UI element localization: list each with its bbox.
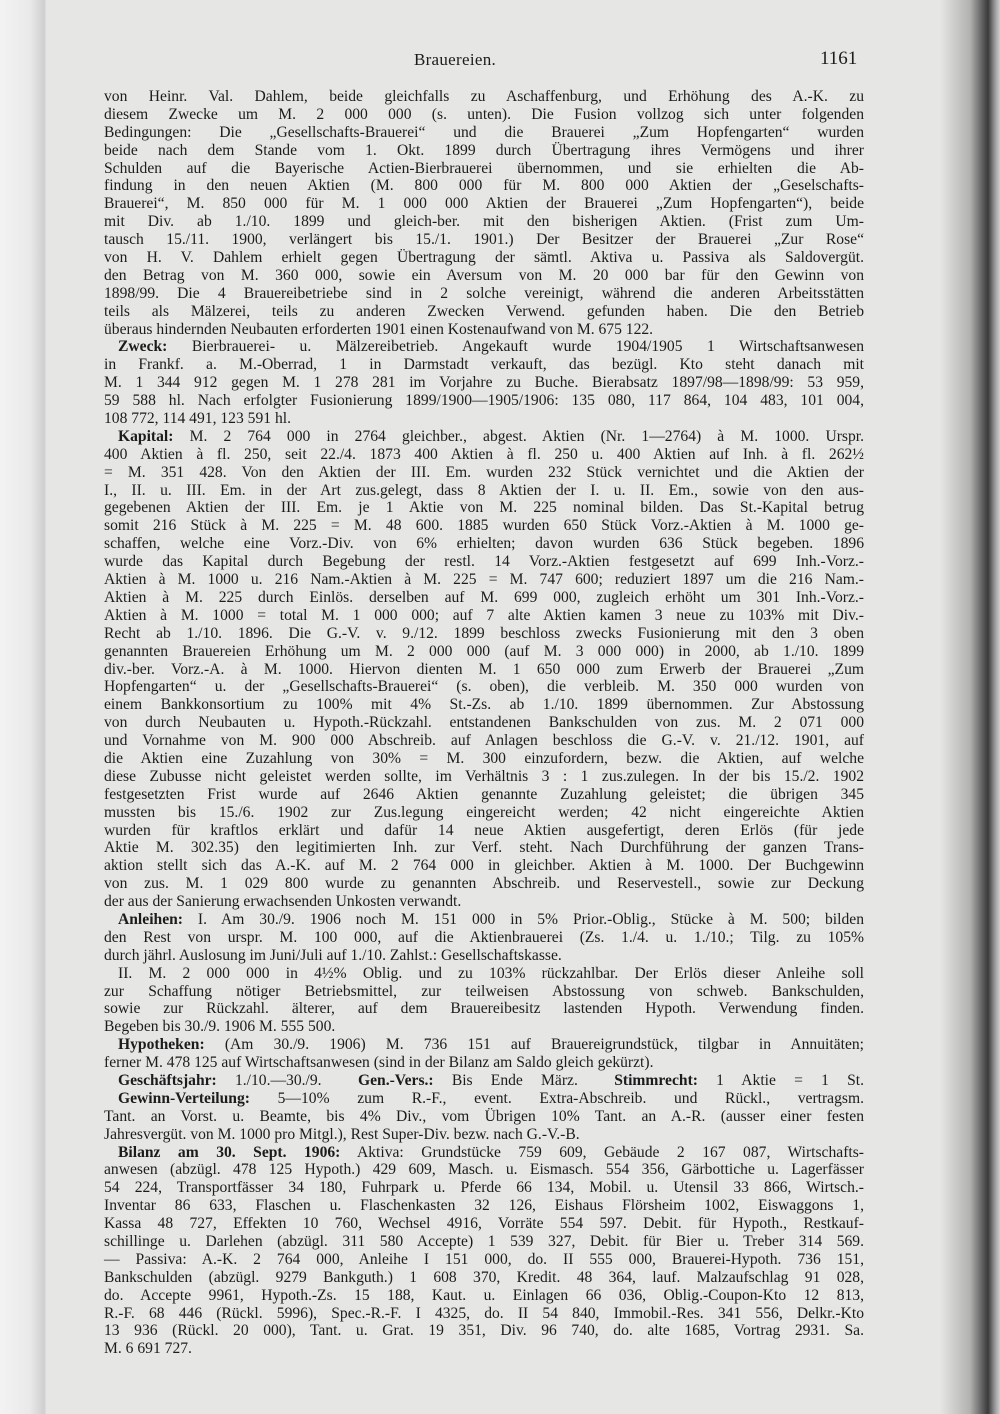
text-line: [104, 732, 864, 750]
line-text: den Betrag von M. 360 000, sowie ein Aversum von M. 20 000 bar für den Gewinn von: [104, 266, 864, 284]
line-text: überaus hindernden Neubauten erforderten 1901 einen Kostenaufwand von M. 675 122.: [104, 320, 654, 338]
line-text: 1 Aktie = 1 St.: [697, 1071, 864, 1089]
section-label: Kapital:: [118, 427, 174, 445]
text-line: [104, 231, 864, 249]
line-text: II. M. 2 000 000 in 4½% Oblig. und zu 103% rückzahlbar. Der Erlös dieser Anleihe soll: [118, 964, 864, 982]
line-text: do. Accepte 9961, Hypoth.-Zs. 15 188, Kaut. u. Einlagen 66 036, Oblig.-Coupon-Kto 12 813,: [104, 1286, 864, 1304]
text-line: [104, 929, 864, 947]
line-text: I. Am 30./9. 1906 noch M. 151 000 in 5% Prior.-Oblig., Stücke à M. 500; bilden: [182, 910, 864, 928]
line-text: diesem Zwecke um M. 2 000 000 (s. unten). Die Fusion vollzog sich unter folgenden: [104, 105, 864, 123]
line-text: mussten bis 15./6. 1902 zur Zus.legung eingereicht werden; 42 nicht eingereichte Aktien: [104, 803, 864, 821]
line-text: einem Bankkonsortium zu 100% mit 4% St.-Zs. ab 1./10. 1899 übernommen. Zur Abstossung: [104, 696, 864, 714]
section-line: [104, 1036, 864, 1054]
text-line: [104, 589, 864, 607]
scan-left-margin: [0, 0, 46, 1414]
text-line: [104, 285, 864, 303]
section-label: Geschäftsjahr:: [118, 1071, 217, 1089]
line-text: Recht ab 1./10. 1896. Die G.-V. v. 9./12. 1899 beschloss zwecks Fusionierung mit den 3 oben: [104, 624, 864, 642]
line-text: 108 772, 114 491, 123 591 hl.: [104, 410, 291, 428]
line-text: von zus. M. 1 029 800 wurde zu genannten Abschreib. und Reservestell., sowie zur Deckung: [104, 875, 864, 893]
section-label: Hypotheken:: [118, 1036, 205, 1054]
running-header: Brauereien.: [413, 50, 497, 69]
text-line: [104, 553, 864, 571]
line-text: der aus der Sanierung erwachsenden Unkosten verwandt.: [104, 893, 462, 911]
text-line: [104, 374, 864, 392]
text-line: [104, 1340, 864, 1358]
line-text: beide nach dem Stande vom 1. Okt. 1899 durch Übertragung ihres Vermögens und ihrer: [104, 141, 864, 159]
line-text: R.-F. 68 446 (Rückl. 5996), Spec.-R.-F. I 4325, do. II 54 840, Immobil.-Res. 341 556, Delkr.-Kto: [104, 1304, 864, 1322]
text-line: [104, 464, 864, 482]
line-text: Begeben bis 30./9. 1906 M. 555 500.: [104, 1018, 336, 1036]
text-line: [104, 303, 864, 321]
line-text: (Am 30./9. 1906) M. 736 151 auf Brauereigrundstück, tilgbar in Annuitäten;: [204, 1036, 864, 1054]
line-text: Aktien à M. 1000 u. 216 Nam.-Aktien à M. 225 = M. 747 600; reduziert 1897 um die 216 Nam.-: [104, 571, 864, 589]
text-line: [104, 607, 864, 625]
text-line: [104, 410, 864, 428]
line-text: genannten Brauereien Erhöhung um M. 2 000 000 (auf M. 3 000 000) in 2000, ab 1./10. 1899: [104, 642, 864, 660]
line-text: Schulden auf die Bayerische Actien-Bierbrauerei übernommen, und sie erhielten die Ab-: [104, 159, 864, 177]
section-label: Gewinn-Verteilung:: [118, 1089, 250, 1107]
text-line: [104, 499, 864, 517]
text-line: [104, 1322, 864, 1340]
line-text: Inventar 86 633, Flaschen u. Flaschenkasten 32 126, Eishaus Flörsheim 1002, Eiswaggons 1,: [104, 1197, 864, 1215]
section-line: [104, 338, 864, 356]
page-number: 1161: [820, 48, 858, 69]
text-line: [104, 142, 864, 160]
line-text: Aktien à M. 1000 = total M. 1 000 000; auf 7 alte Aktien kamen 3 neue zu 103% mit Div.-: [104, 606, 864, 624]
text-line: [104, 1233, 864, 1251]
text-line: [104, 625, 864, 643]
line-text: Aktie M. 302.35) den legitimierten Inh. zur Verf. steht. Nach Durchführung der ganzen Trans-: [104, 839, 864, 857]
line-text: 13 936 (Rückl. 20 000), Tant. u. Grat. 19 351, Div. 96 740, do. alte 1685, Vortrag 2931. Sa.: [104, 1322, 864, 1340]
line-text: wurde das Kapital durch Begebung der restl. 14 Vorz.-Aktien festgesetzt auf 699 Inh.-Vorz.-: [104, 553, 864, 571]
page-body-text: [104, 88, 864, 1358]
line-text: Bierbrauerei- u. Mälzereibetrieb. Angekauft wurde 1904/1905 1 Wirtschaftsanwesen: [167, 338, 864, 356]
line-text: schaffen, welche eine Vorz.-Div. von 6% erhielten; davon wurden 636 Stück begeben. 1896: [104, 535, 864, 553]
text-line: [104, 321, 864, 339]
line-text: M. 2 764 000 in 2764 gleichber., abgest. Aktien (Nr. 1—2764) à M. 1000. Urspr.: [173, 427, 864, 445]
line-text: Brauerei“, M. 850 000 für M. 1 000 000 Aktien der Brauerei „Zum Hopfengarten“), beide: [104, 195, 864, 213]
text-line: [104, 1251, 864, 1269]
text-line: [104, 768, 864, 786]
text-line: [104, 947, 864, 965]
line-text: gegebenen Aktien der III. Em. je 1 Aktie von M. 225 nominal bilden. Das St.-Kapital betrug: [104, 499, 864, 517]
line-text: — Passiva: A.-K. 2 764 000, Anleihe I 151 000, do. II 555 000, Brauerei-Hypoth. 736 151,: [104, 1250, 864, 1268]
line-text: I., II. u. III. Em. in der Art zus.gelegt, dass 8 Aktien der I. u. II. Em., sowie von den aus-: [104, 481, 864, 499]
text-line: [104, 249, 864, 267]
text-line: [104, 213, 864, 231]
line-text: Aktien à M. 225 durch Einlös. derselben auf M. 699 000, zugleich erhöht um 301 Inh.-Vorz.-: [104, 588, 864, 606]
text-line: [104, 696, 864, 714]
line-text: schillinge u. Darlehen (abzügl. 311 580 Accepte) 1 539 327, Debit. für Bier u. Treber 314 569.: [104, 1233, 864, 1250]
text-line: [104, 446, 864, 464]
text-line: [104, 535, 864, 553]
section-label: Gen.-Vers.:: [357, 1071, 434, 1089]
text-line: [104, 750, 864, 768]
text-line: [104, 1000, 864, 1018]
text-line: [104, 1269, 864, 1287]
line-text: sowie zur Rückzahl. älterer, auf dem Brauereibesitz lastenden Hypoth. Verwendung finden.: [104, 1000, 864, 1018]
line-text: aktion stellt sich das A.-K. auf M. 2 764 000 in gleichber. Aktien à M. 1000. Der Buchgewinn: [104, 857, 864, 875]
line-text: 1./10.—30./9.: [216, 1071, 358, 1089]
section-label: Zweck:: [118, 338, 168, 356]
line-text: tausch 15./11. 1900, verlängert bis 15./1. 1901.) Der Besitzer der Brauerei „Zur Rose“: [104, 231, 864, 249]
text-line: [104, 857, 864, 875]
text-line: [104, 822, 864, 840]
line-text: Aktiva: Grundstücke 759 609, Gebäude 2 167 087, Wirtschafts-: [340, 1143, 864, 1161]
line-text: diese Zubusse nicht geleistet werden sollte, im Verhältnis 3 : 1 zus.zulegen. In der bis 15./2. 1902: [104, 767, 864, 785]
line-text: Bankschulden (abzügl. 9279 Bankguth.) 1 608 370, Kredit. 48 364, lauf. Malzaufschlag 91 028,: [104, 1268, 864, 1286]
section-label: Stimmrecht:: [614, 1071, 698, 1089]
line-text: 54 224, Transportfässer 34 180, Fuhrpark u. Pferde 66 134, Mobil. u. Utensil 33 866, Wirtsch.-: [104, 1179, 864, 1197]
section-line: [104, 1090, 864, 1108]
text-line: [104, 1215, 864, 1233]
line-text: somit 216 Stück à M. 225 = M. 48 600. 1885 wurden 650 Stück Vorz.-Aktien à M. 1000 ge-: [104, 517, 864, 535]
text-line: [104, 1161, 864, 1179]
text-line: [104, 875, 864, 893]
text-line: [104, 839, 864, 857]
text-line: [104, 1108, 864, 1126]
line-text: zur Schaffung nötiger Betriebsmittel, zur teilweisen Abstossung von schweb. Bankschulden,: [104, 982, 864, 1000]
text-line: [104, 661, 864, 679]
line-text: 1898/99. Die 4 Brauereibetriebe sind in 2 solche vereinigt, während die anderen Arbeitsstätten: [104, 284, 864, 302]
text-line: [104, 786, 864, 804]
text-line: [104, 1179, 864, 1197]
section-line: [104, 428, 864, 446]
text-line: [104, 392, 864, 410]
line-text: findung in den neuen Aktien (M. 800 000 für M. 800 000 Aktien der „Geselschafts-: [104, 177, 864, 195]
line-text: 5—10% zum R.-F., event. Extra-Abschreib. und Rückl., vertragsm.: [249, 1089, 864, 1107]
line-text: = M. 351 428. Von den Aktien der III. Em. wurden 232 Stück vernichtet und die Aktien der: [104, 463, 864, 481]
line-text: von H. V. Dahlem erhielt gegen Übertragung der sämtl. Aktiva u. Passiva als Saldovergüt.: [104, 249, 864, 267]
text-line: [104, 1197, 864, 1215]
line-text: von Heinr. Val. Dahlem, beide gleichfalls zu Aschaffenburg, und Erhöhung des A.-K. zu: [104, 88, 864, 105]
book-binding-shadow: [940, 0, 1000, 1414]
text-line: [104, 643, 864, 661]
text-line: [104, 106, 864, 124]
text-line: [104, 517, 864, 535]
text-line: [104, 571, 864, 589]
line-text: Jahresvergüt. von M. 1000 pro Mitgl.), Rest Super-Div. bezw. nach G.-V.-B.: [104, 1125, 580, 1143]
line-text: 59 588 hl. Nach erfolgter Fusionierung 1899/1900—1905/1906: 135 080, 117 864, 104 483, 101 004,: [104, 392, 864, 410]
section-line: [104, 1144, 864, 1162]
line-text: festgesetzten Frist wurde auf 2646 Aktien genannte Zuzahlung geleistet; die übrigen 345: [104, 785, 864, 803]
line-text: 400 Aktien à fl. 250, seit 22./4. 1873 400 Aktien à fl. 250 u. 400 Aktien auf Inh. à fl. 262½: [104, 445, 864, 463]
line-text: in Frankf. a. M.-Oberrad, 1 in Darmstadt verkauft, das bezügl. Kto steht danach mit: [104, 356, 864, 374]
text-line: [104, 1287, 864, 1305]
text-line: [104, 356, 864, 374]
text-line: [104, 1018, 864, 1036]
text-line: [104, 177, 864, 195]
line-text: Tant. an Vorst. u. Beamte, bis 4% Div., vom Übrigen 10% Tant. an A.-R. (ausser einer festen: [104, 1107, 864, 1125]
text-line: [104, 195, 864, 213]
line-text: wurden für kraftlos erklärt und dafür 14 neue Aktien ausgefertigt, deren Erlös (für jede: [104, 821, 864, 839]
text-line: [104, 1126, 864, 1144]
line-text: und Vornahme von M. 900 000 Abschreib. auf Anlagen beschloss die G.-V. v. 21./12. 1901, auf: [104, 732, 864, 750]
line-text: anwesen (abzügl. 478 125 Hypoth.) 429 609, Masch. u. Eismasch. 554 356, Gärbottiche u. Lagerfässer: [104, 1161, 864, 1179]
text-line: [104, 804, 864, 822]
text-line: [104, 160, 864, 178]
line-text: den Rest von urspr. M. 100 000, auf die Aktienbrauerei (Zs. 1./4. u. 1./10.; Tilg. zu 105%: [104, 928, 864, 946]
line-text: Bis Ende März.: [433, 1071, 615, 1089]
line-text: div.-ber. Vorz.-A. à M. 1000. Hiervon dienten M. 1 650 000 zum Erwerb der Brauerei „Zum: [104, 660, 864, 678]
line-text: die Aktien eine Zuzahlung von 30% = M. 300 einzufordern, bezw. die Aktien, auf welche: [104, 749, 864, 767]
line-text: mit Div. ab 1./10. 1899 und gleich-ber. mit den bisherigen Aktien. (Frist zum Um-: [104, 213, 864, 231]
text-line: [104, 267, 864, 285]
section-line: [104, 911, 864, 929]
text-line: [104, 1305, 864, 1323]
section-label: Bilanz am 30. Sept. 1906:: [118, 1143, 341, 1161]
text-line: [104, 124, 864, 142]
line-text: durch jährl. Auslosung im Juni/Juli auf 1./10. Zahlst.: Gesellschaftskasse.: [104, 946, 562, 964]
text-line: [104, 1054, 864, 1072]
line-text: M. 1 344 912 gegen M. 1 278 281 im Vorjahre zu Buche. Bierabsatz 1897/98—1898/99: 53 959,: [104, 374, 864, 392]
section-line: [104, 1072, 864, 1090]
line-text: Hopfengarten“ u. der „Gesellschafts-Brauerei“ (s. oben), die verbleib. M. 350 000 wurden von: [104, 678, 864, 696]
line-text: teils als Mälzerei, teils zu anderen Zwecken Verwend. gefunden haben. Die den Betrieb: [104, 302, 864, 320]
text-line: [104, 714, 864, 732]
text-line: [104, 678, 864, 696]
text-line: [104, 983, 864, 1001]
text-line: [104, 965, 864, 983]
line-text: ferner M. 478 125 auf Wirtschaftsanwesen (sind in der Bilanz am Saldo gleich gekürzt).: [104, 1054, 654, 1072]
line-text: M. 6 691 727.: [104, 1340, 192, 1358]
text-line: [104, 893, 864, 911]
section-label: Anleihen:: [118, 910, 183, 928]
text-line: [104, 482, 864, 500]
line-text: Bedingungen: Die „Gesellschafts-Brauerei“ und die Brauerei „Zum Hopfengarten“ wurden: [104, 123, 864, 141]
line-text: von durch Neubauten u. Hypoth.-Rückzahl. entstandenen Bankschulden von zus. M. 2 071 000: [104, 714, 864, 732]
text-line: [104, 88, 864, 106]
line-text: Kassa 48 727, Effekten 10 760, Wechsel 4916, Vorräte 554 597. Debit. für Hypoth., Restkauf-: [104, 1215, 864, 1233]
